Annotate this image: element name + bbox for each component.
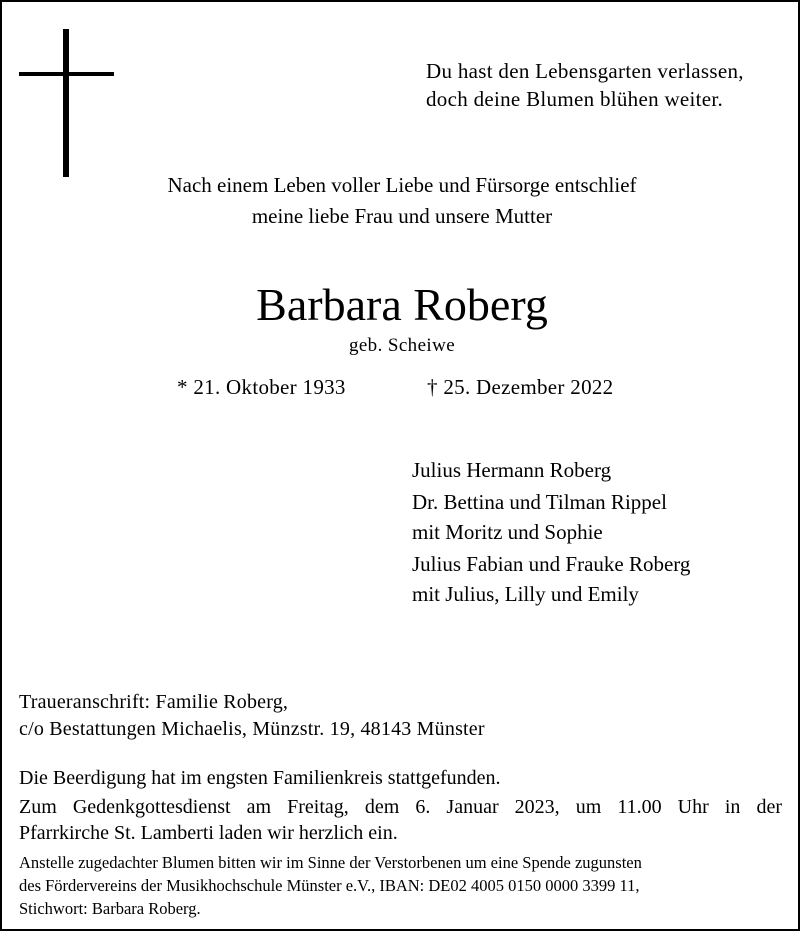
deceased-name: Barbara Roberg [256,279,548,330]
mourner-line: Dr. Bettina und Tilman Rippel [412,490,667,514]
memorial-service-line: Zum Gedenkgottesdienst am Freitag, dem 6. Januar 2023, um 11.00 Uhr in der [19,796,782,818]
address-line: Traueranschrift: Familie Roberg, [19,691,289,713]
motto-quote [426,57,744,113]
memorial-service-line: Pfarrkirche St. Lamberti laden wir herzlich ein. [19,822,398,844]
mourner-group [412,487,690,547]
mourner-group [412,455,690,485]
funeral-line: Die Beerdigung hat im engsten Familienkreis stattgefunden. [19,767,501,789]
mourners-list [412,455,690,611]
mourner-line: mit Julius, Lilly und Emily [412,582,639,606]
intro-line: Nach einem Leben voller Liebe und Fürsorge entschlief [167,173,637,197]
cross-icon [19,29,114,177]
intro-text [2,170,800,232]
donation-line: Anstelle zugedachter Blumen bitten wir im Sinne der Verstorbenen um eine Spende zugunsten [19,853,642,872]
mourner-line: Julius Fabian und Frauke Roberg [412,552,691,576]
funeral-notice [19,765,782,846]
death-date: † 25. Dezember 2022 [427,375,614,399]
motto-line: Du hast den Lebensgarten verlassen, [426,59,744,83]
motto-line: doch deine Blumen blühen weiter. [426,87,724,111]
donation-line: des Fördervereins der Musikhochschule Münster e.V., IBAN: DE02 4005 0150 0000 3399 11, [19,876,640,895]
intro-line: meine liebe Frau und unsere Mutter [251,204,553,228]
maiden-name: geb. Scheiwe [348,335,456,356]
donation-request [19,851,785,920]
birth-date: * 21. Oktober 1933 [177,375,346,399]
mourning-address [19,689,485,743]
mourner-group [412,549,690,609]
mourner-line: mit Moritz und Sophie [412,520,603,544]
mourner-line: Julius Hermann Roberg [412,458,612,482]
address-line: c/o Bestattungen Michaelis, Münzstr. 19, 48143 Münster [19,718,485,740]
donation-line: Stichwort: Barbara Roberg. [19,899,201,918]
